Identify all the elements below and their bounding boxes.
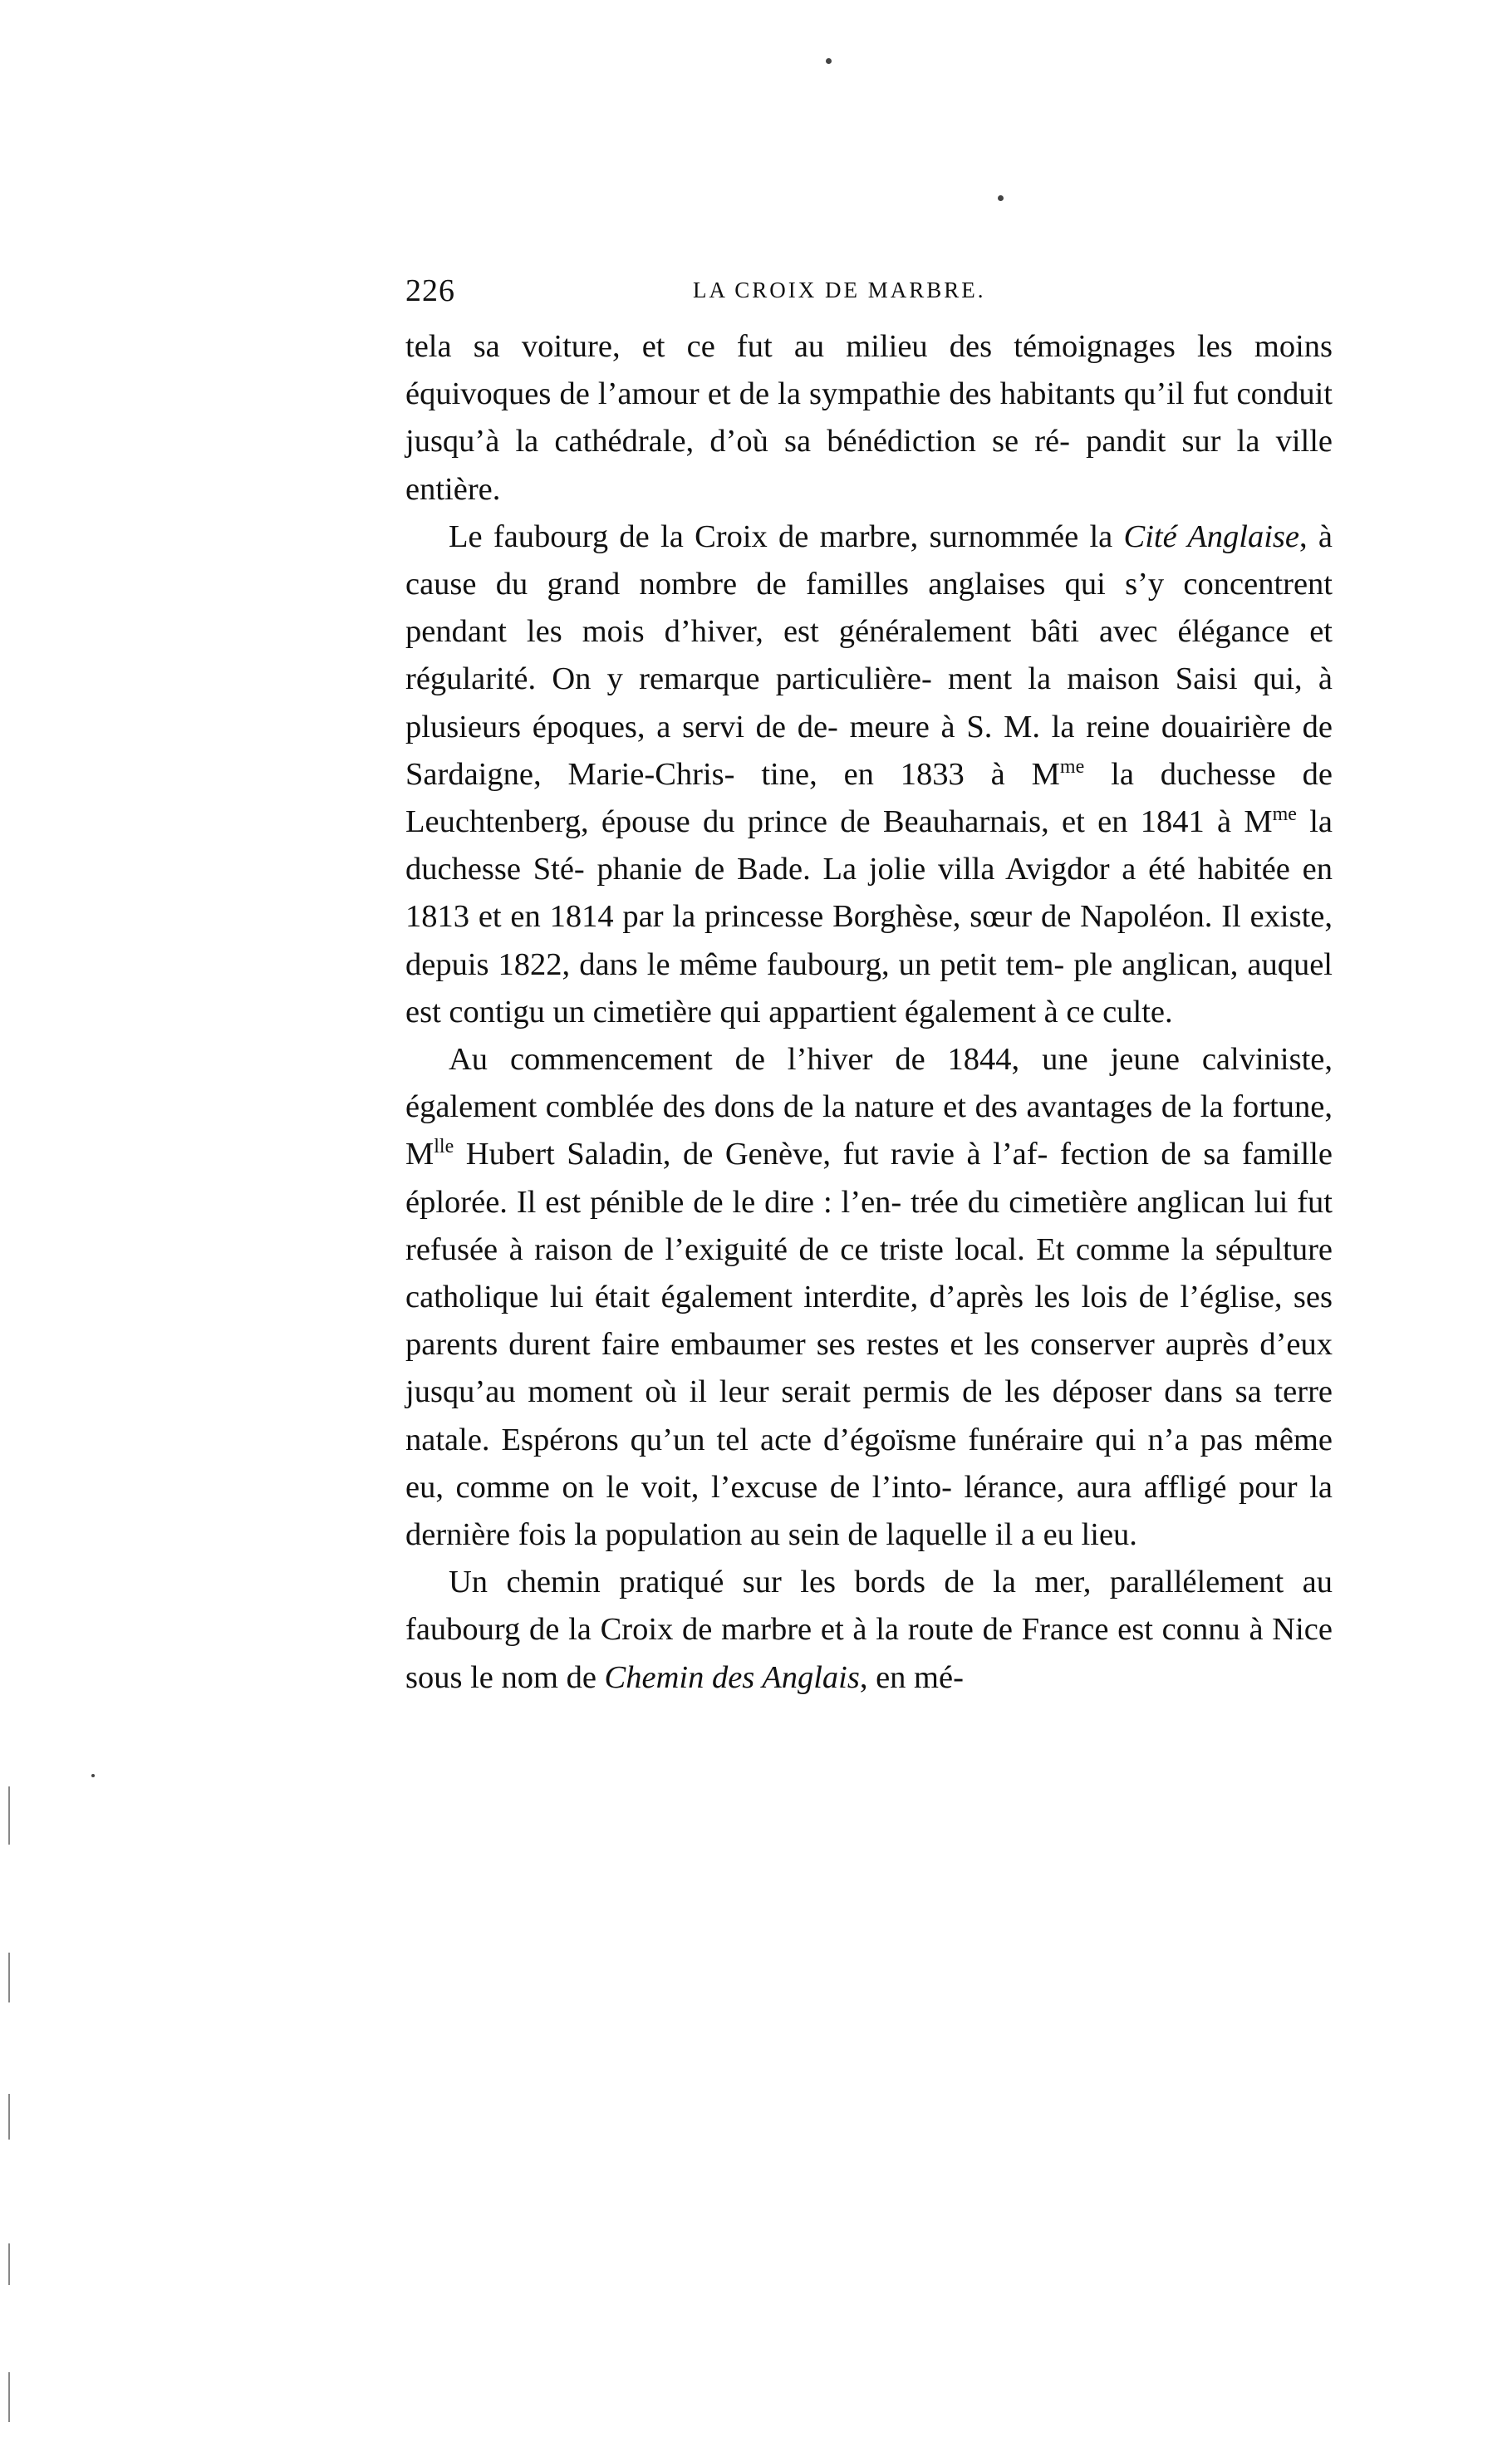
text-run: Au commencement de l’hiver de 1844, une jeune calviniste, également comblée des dons de la nature et des avantages de la fortune, M [405,1042,1333,1172]
text-run: Un chemin pratiqué sur les bords de la mer, parallélement au faubourg de la Croix de marbre et à la route de France est connu à Nice sous le nom de [405,1565,1333,1695]
margin-scan-line [8,2094,10,2140]
page-header [405,273,1333,314]
italic-text: Cité Anglaise [1123,518,1299,554]
scan-speck [91,1774,95,1777]
superscript-text: me [1272,803,1297,826]
text-run: , à cause du grand nombre de familles anglaises qui s’y concentrent pendant les mois d’hiver, est généralement bâti avec élégance et régularité. On y remarque particulière- ment la maison Saisi qui, à plusieurs époques, a servi de de- meure à S. M. la reine douairière de Sardaigne, Marie-Chris- tine, en 1833 à M [405,518,1333,792]
paragraph [405,1559,1333,1702]
superscript-text: lle [434,1136,454,1158]
text-run: Le faubourg de la Croix de marbre, surnommée la [449,518,1124,554]
margin-scan-line [8,1953,10,2002]
italic-text: Chemin des Anglais [604,1659,860,1695]
body-text [405,323,1333,1702]
paragraph [405,1036,1333,1559]
page-number: 226 [405,273,455,308]
scan-speck [998,195,1004,201]
text-run: la duchesse Sté- phanie de Bade. La jolie villa Avigdor a été habitée en 1813 et en 1814 par la princesse Borghèse, sœur de Napoléon. Il existe, depuis 1822, dans le même faubourg, un petit tem- ple anglican, auquel est contigu un cimetière qui appartient également à ce culte. [405,804,1333,1029]
text-run: , en mé- [859,1659,964,1695]
running-title: LA CROIX DE MARBRE. [693,278,986,302]
margin-scan-line [8,2372,10,2422]
paragraph [405,323,1333,513]
superscript-text: me [1059,755,1085,778]
margin-scan-line [8,1786,10,1845]
text-run: la duchesse de Leuchtenberg, épouse du prince de Beauharnais, et en 1841 à M [405,756,1333,840]
paragraph [405,513,1333,1036]
text-run: tela sa voiture, et ce fut au milieu des témoignages les moins équivoques de l’amour et de la sympathie des habitants qu’il fut conduit jusqu’à la cathédrale, d’où sa bénédiction se ré- pandit sur la ville entière. [405,329,1333,507]
scan-speck [826,58,832,64]
text-run: Hubert Saladin, de Genève, fut ravie à l’af- fection de sa famille éplorée. Il est pénible de le dire : l’en- trée du cimetière anglican lui fut refusée à raison de l’exiguité de ce triste local. Et comme la sépulture catholique lui était également interdite, d’après les lois de l’église, ses parents durent faire embaumer ses restes et les conserver auprès d’eux jusqu’au moment où il leur serait permis de les déposer dans sa terre natale. Espérons qu’un tel acte d’égoïsme funéraire qui n’a pas même eu, comme on le voit, l’excuse de l’into- lérance, aura affligé pour la dernière fois la population au sein de laquelle il a eu lieu. [405,1137,1333,1553]
margin-scan-line [8,2243,10,2285]
